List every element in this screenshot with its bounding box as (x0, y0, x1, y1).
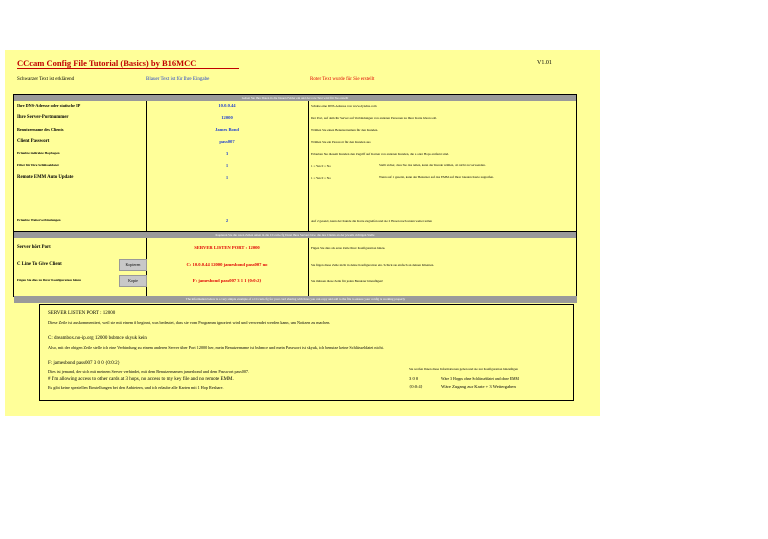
client-config-box (13, 94, 577, 232)
hops-desc: Erlauben Sie diesem Kunden den Zugriff auf Karten von anderen Kunden, die a oder Hops entfernt sind. (311, 152, 449, 156)
reshare-value[interactable]: 2 (225, 218, 229, 223)
listen-port-output[interactable]: SERVER LISTEN PORT : 12000 (194, 245, 260, 250)
cline-output[interactable]: C: 10.0.0.44 12000 jamesbond pass007 no (186, 262, 268, 267)
server-section-bar: Kopieren Sie die roten Zeilen unten in die CCcam.cfg Datei Ihres Servers bzw. die des Clients an der jeweils richtigen Stelle (14, 232, 576, 238)
row-label-keyfile: Filter für Ihre Schlüsseldatei (17, 163, 59, 167)
row-label-dns: Ihre DNS-Adresse oder statische IP (17, 103, 81, 108)
row-label-emm: Remote EMM Auto Update (17, 175, 74, 180)
info-line-8: Es gibt keine speziellen Einstellungen bei den Anbietern, und ich erlaube alle Karten mit 1 Hop Reshare. (48, 385, 224, 390)
legend-red: Roter Text wurde für Sie erstellt (310, 77, 375, 82)
server-config-box (13, 231, 577, 297)
info-line-7: # I'm allowing access to other cards at 3 hops, no access to my key file and no remote EMM. (48, 377, 234, 382)
info-line-1: SERVER LISTEN PORT : 12000 (48, 311, 116, 316)
reshare-desc: Auf 2 gesetzt, kann der Kunde die Karte zugreifen und sie 2 Hosen nach unten weiter teilen (311, 219, 432, 223)
port-desc: Der Port, auf dem Ihr Server auf Verbindungen von anderen Personen zu Ihrer Karte hören soll. (311, 116, 438, 120)
row-label-listen: Server hört Port (17, 245, 51, 250)
info-section-bar: The information below is a very simple example of a CCcam.cfg for your card sharing with lines you can copy and add to the file to ensure your config is working properly (14, 296, 577, 303)
version-label: V1.01 (537, 60, 552, 66)
keyfile-desc-note: Stellt sicher, dass Sie das teilen, kann der Kunde wählen, ob nicht zu verwenden. (379, 163, 486, 167)
cline-desc: Sie fügen diese Zeile nicht in deine Konfiguration ein. Schick sie einfach an deinen Klienten. (311, 263, 435, 267)
emm-value[interactable]: 1 (225, 175, 229, 180)
side-text-1: Wäre 3 Hopps ohne Schlüsseldatei und ohne EMM (441, 377, 519, 381)
info-line-2: Diese Zeile ist auskommentiert, weil sie mit einem # beginnt, was bedeutet, dass sie vom Programm ignoriert wird und verwendet werden kann, um Notizen zu machen. (48, 320, 331, 325)
info-line-5: F: jamesbond pass007 3 0 0 {0:0:2} (48, 361, 121, 366)
fline-desc: Sie müssen diese Zeile für jeden Benutzer hinzufügen! (311, 279, 384, 283)
emm-desc: 1 = Yes 0 = No (311, 176, 331, 180)
row-label-reshare: Erlaubte Weiterverbindungen (17, 218, 61, 222)
row-label-fline: Fügen Sie dies zu Ihrer Konfiguration hinzu (17, 278, 81, 282)
listen-desc: Fügen Sie dies als erste Zeile Ihrer Konfiguration hinzu. (311, 246, 386, 250)
username-value[interactable]: James Bond (215, 127, 239, 132)
info-line-4: Also, mit der obigen Zeile stelle ich eine Verbindung zu einem anderen Server über Port 12000 her, mein Benutzername ist bsbmce und mein Passwort ist skyuk, ich benutze keine Schlüsseldatei nicht. (48, 345, 384, 350)
hops-value[interactable]: 3 (225, 151, 229, 156)
emm-desc-note: Wenn auf 1 gesetzt, kann der Benutzer auf das EMM auf Ihrer lokalen Karte zugreifen. (379, 175, 494, 179)
copy-cline-button[interactable]: Kopieren (119, 259, 147, 271)
password-desc: Wählen Sie ein Passwort für den Kunden aus (311, 140, 371, 144)
client-section-bar: Geben Sie Ihre Daten in die blauen Felder ein und der rote Text wird für Sie erstellt (14, 95, 576, 101)
info-line-3: C: dreambox.no-ip.org 12000 bsbmce skyuk kein (48, 336, 147, 341)
side-code-1: 3 0 0 (409, 376, 419, 381)
dns-desc: Schalte eine DNS-Adresse von www.dyndns.com (311, 104, 377, 108)
row-label-password: Client Passwort (17, 139, 50, 144)
legend-black: Schwarzer Text ist erklärend (17, 77, 75, 82)
info-side-note: Sie werfen Ihnen diese Informationen geben und sie zur Konfiguration hinzufügen (409, 367, 518, 371)
password-value[interactable]: pass007 (219, 139, 235, 144)
info-box (39, 304, 574, 401)
row-label-cline: C Line To Give Client (17, 262, 62, 267)
spreadsheet-area (5, 50, 600, 416)
row-label-port: Ihre Server-Portnummer (17, 115, 69, 120)
row-label-username: Benutzername des Clients (17, 127, 64, 132)
row-label-hops: Erlaubte indirekte Hopbogen (17, 151, 60, 155)
legend-blue: Blauer Text ist für Ihre Eingabe (146, 77, 210, 82)
keyfile-desc: 1 = Yes 0 = No (311, 164, 331, 168)
username-desc: Wählen Sie einen Benutzernamen für den Kunden. (311, 128, 379, 132)
side-code-2: {0:0:4} (409, 384, 423, 389)
side-text-2: Wäre Zugang zur Karte + 3 Weitergaben (441, 384, 516, 389)
fline-output[interactable]: F: jamesbond pass007 3 1 1 {0:0:2} (192, 278, 262, 283)
dns-value[interactable]: 10.0.0.44 (218, 103, 236, 108)
info-line-6: Dies ist jemand, der sich mit meinem Server verbindet, mit dem Benutzernamen jamesbond und dem Passwort pass007. (48, 369, 250, 374)
page-title: CCcam Config File Tutorial (Basics) by B16MCC (17, 58, 239, 69)
copy-fline-button[interactable]: Kopie (119, 275, 147, 287)
keyfile-value[interactable]: 1 (225, 163, 229, 168)
port-value[interactable]: 12000 (221, 115, 233, 120)
